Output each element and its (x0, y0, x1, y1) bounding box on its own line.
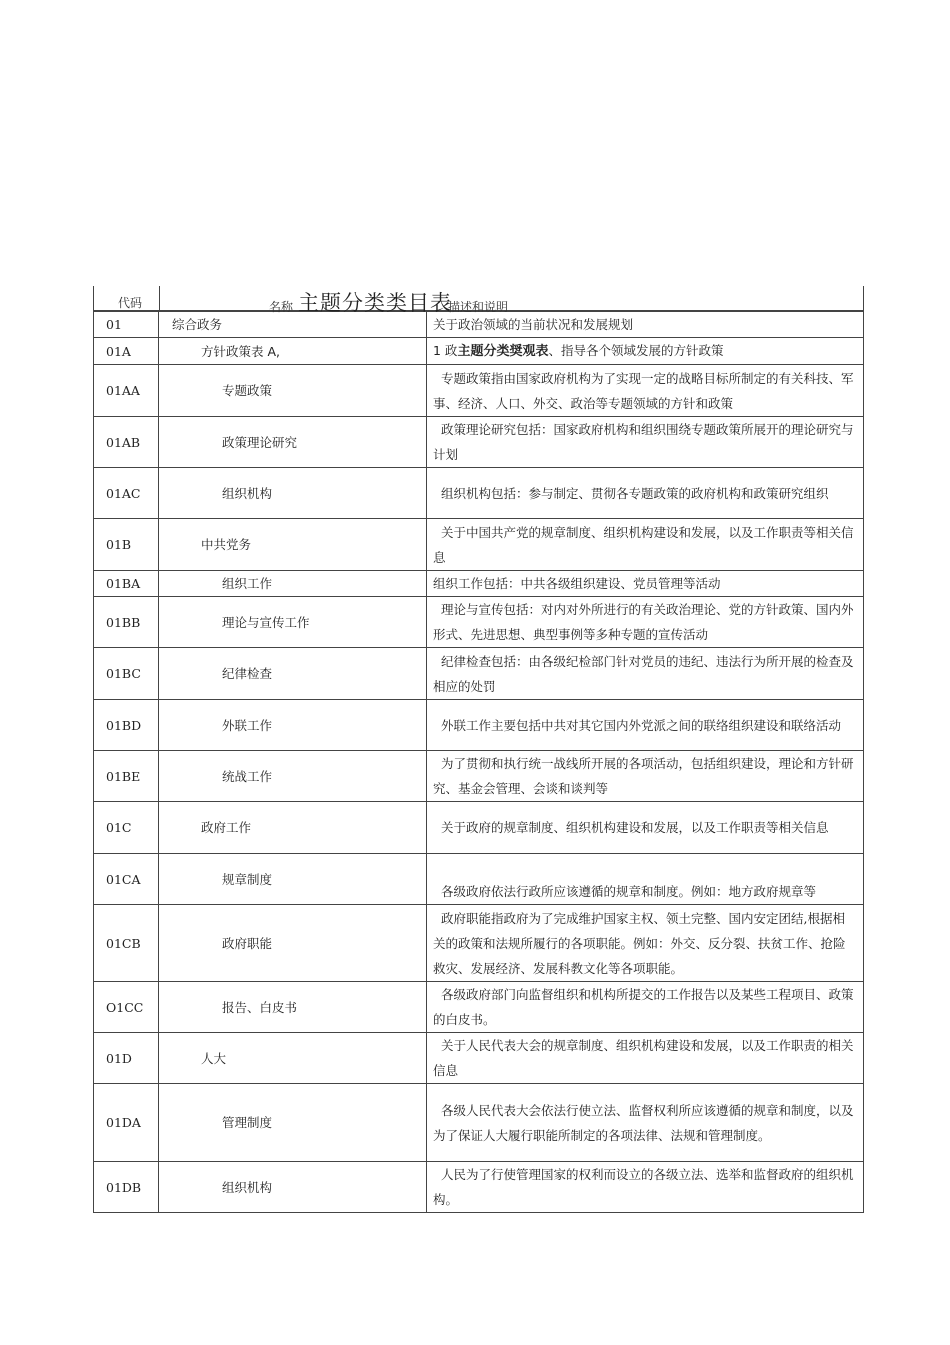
row-desc-bold: 主题分类奨观表 (457, 344, 549, 359)
row-name: 管理制度 (159, 1084, 427, 1162)
row-name: 外联工作 (159, 700, 427, 751)
row-code: 01B (94, 519, 159, 571)
row-desc (427, 338, 864, 365)
row-name: 政府职能 (159, 905, 427, 982)
page-title: 主题分类类目表 (298, 291, 452, 315)
row-name (159, 338, 427, 365)
row-code: 01BC (94, 648, 159, 700)
row-code: 01AB (94, 417, 159, 468)
row-name-suffix: 表 A, (251, 343, 281, 359)
row-desc: 组织工作包括：中共各级组织建设、党员管理等活动 (427, 571, 864, 597)
row-desc: 关于政府的规章制度、组织机构建设和发展，以及工作职责等相关信息 (427, 802, 864, 854)
table-row (94, 519, 864, 571)
table-row (94, 312, 864, 338)
row-desc: 各级政府部门向监督组织和机构所提交的工作报告以及某些工程项目、政策的白皮书。 (427, 982, 864, 1033)
table-row (94, 648, 864, 700)
row-code: 01CA (94, 854, 159, 905)
table-header (93, 286, 864, 315)
header-code-label: 代码 (118, 296, 143, 310)
row-name: 综合政务 (159, 312, 427, 338)
row-name: 专题政策 (159, 365, 427, 417)
row-code: 01AC (94, 468, 159, 519)
row-code: 01BD (94, 700, 159, 751)
row-code: O1CC (94, 982, 159, 1033)
row-code: 01BE (94, 751, 159, 802)
row-code: 01DA (94, 1084, 159, 1162)
row-code: 01C (94, 802, 159, 854)
row-name: 组织工作 (159, 571, 427, 597)
category-table (93, 311, 864, 1213)
row-name: 纪律检查 (159, 648, 427, 700)
row-code: 01DB (94, 1162, 159, 1213)
table-row (94, 597, 864, 648)
table-row (94, 751, 864, 802)
table-row (94, 700, 864, 751)
row-name: 人大 (159, 1033, 427, 1084)
table-row (94, 854, 864, 905)
row-desc: 关于中国共产党的规章制度、组织机构建设和发展，以及工作职责等相关信息 (427, 519, 864, 571)
row-code: 01CB (94, 905, 159, 982)
row-desc: 各级政府依法行政所应该遵循的规章和制度。例如：地方政府规章等 (427, 854, 864, 905)
row-desc: 政策理论研究包括：国家政府机构和组织围绕专题政策所展开的理论研究与计划 (427, 417, 864, 468)
table-row (94, 1033, 864, 1084)
row-desc: 专题政策指由国家政府机构为了实现一定的战略目标所制定的有关科技、军事、经济、人口、外交、政治等专题领域的方针和政策 (427, 365, 864, 417)
row-desc-text: 、指导各个领域发展的方针政策 (548, 343, 724, 358)
row-name-text: 方针政策 (201, 343, 252, 359)
row-desc: 理论与宣传包括：对内对外所进行的有关政治理论、党的方针政策、国内外形式、先进思想、典型事例等多种专题的宣传活动 (427, 597, 864, 648)
row-code: 01AA (94, 365, 159, 417)
row-name: 规章制度 (159, 854, 427, 905)
table-row (94, 1162, 864, 1213)
row-desc: 关于政治领域的当前状况和发展规划 (427, 312, 864, 338)
row-desc: 为了贯彻和执行统一战线所开展的各项活动，包括组织建设，理论和方针研究、基金会管理、会谈和谈判等 (427, 751, 864, 802)
row-code: 01A (94, 338, 159, 365)
row-name: 统战工作 (159, 751, 427, 802)
row-desc: 组织机构包括：参与制定、贯彻各专题政策的政府机构和政策研究组织 (427, 468, 864, 519)
table-row (94, 468, 864, 519)
row-code: 01 (94, 312, 159, 338)
row-desc: 各级人民代表大会依法行使立法、监督权利所应该遵循的规章和制度，以及为了保证人大履行职能所制定的各项法律、法规和管理制度。 (427, 1084, 864, 1162)
table-row (94, 338, 864, 365)
row-code: 01D (94, 1033, 159, 1084)
row-name: 组织机构 (159, 1162, 427, 1213)
table-row (94, 982, 864, 1033)
row-desc: 政府职能指政府为了完成维护国家主权、领土完整、国内安定团结,根据相关的政策和法规所履行的各项职能。例如：外交、反分裂、扶贫工作、抢险救灾、发展经济、发展科教文化等各项职能。 (427, 905, 864, 982)
row-name: 中共党务 (159, 519, 427, 571)
row-desc: 人民为了行使管理国家的权利而设立的各级立法、选举和监督政府的组织机构。 (427, 1162, 864, 1213)
header-divider (159, 286, 160, 310)
table-row (94, 802, 864, 854)
row-desc-prefix: 1 政 (433, 343, 458, 358)
table-row (94, 365, 864, 417)
category-table-sheet (93, 286, 864, 1213)
row-desc: 外联工作主要包括中共对其它国内外党派之间的联络组织建设和联络活动 (427, 700, 864, 751)
row-name: 理论与宣传工作 (159, 597, 427, 648)
header-desc-label: 描述和说明 (448, 300, 509, 314)
row-name: 政策理论研究 (159, 417, 427, 468)
table-row (94, 417, 864, 468)
row-desc: 纪律检查包括：由各级纪检部门针对党员的违纪、违法行为所开展的检查及相应的处罚 (427, 648, 864, 700)
row-desc: 关于人民代表大会的规章制度、组织机构建设和发展，以及工作职责的相关信息 (427, 1033, 864, 1084)
row-code: 01BB (94, 597, 159, 648)
table-row (94, 905, 864, 982)
row-name: 政府工作 (159, 802, 427, 854)
table-row (94, 571, 864, 597)
table-row (94, 1084, 864, 1162)
row-name: 报告、白皮书 (159, 982, 427, 1033)
header-name-label: 名称 (269, 300, 294, 314)
row-name: 组织机构 (159, 468, 427, 519)
row-code: 01BA (94, 571, 159, 597)
